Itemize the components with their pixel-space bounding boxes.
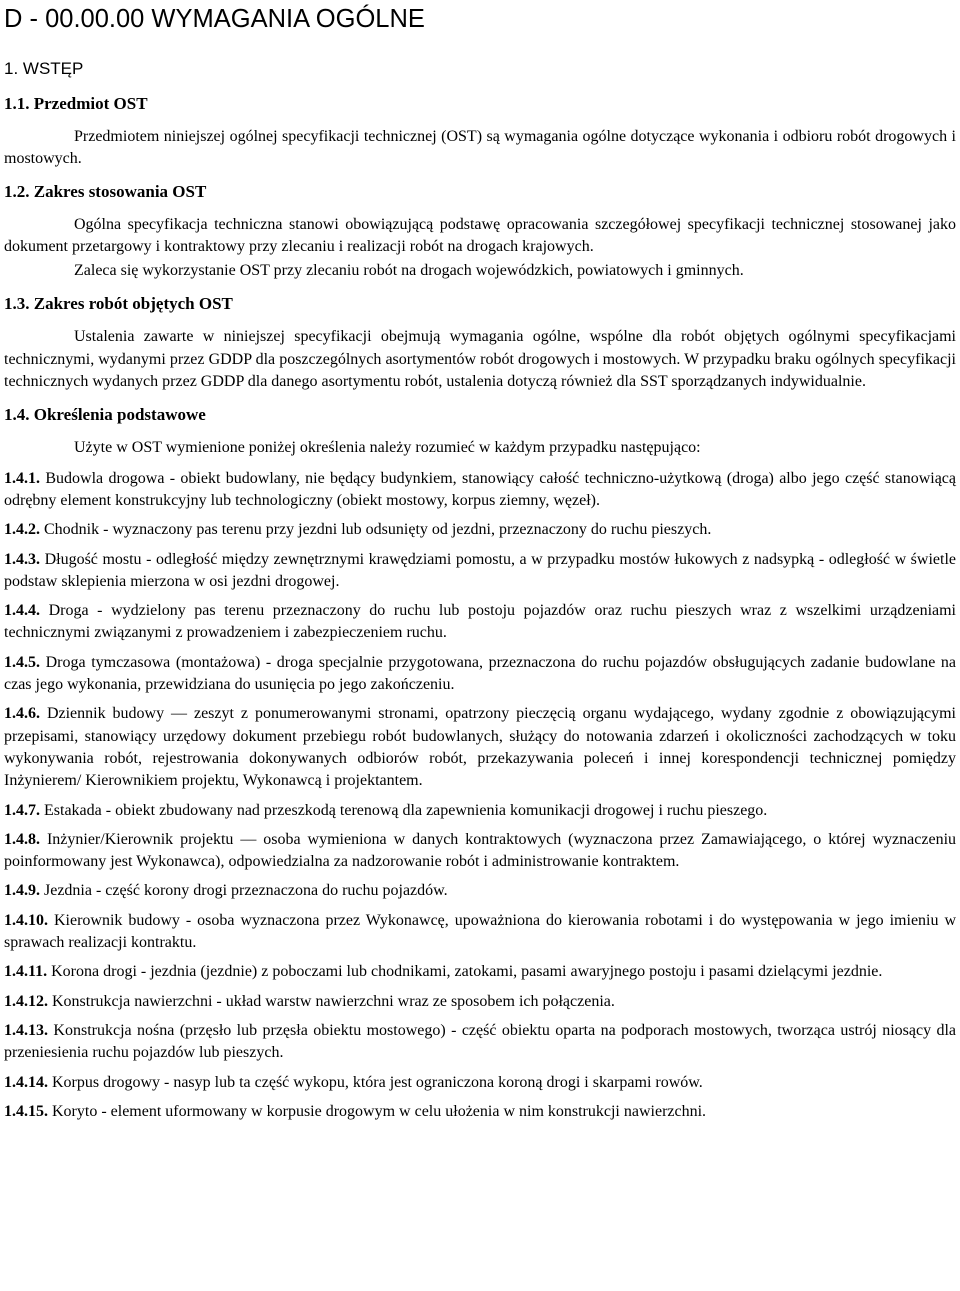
definition-number: 1.4.6. (4, 705, 40, 723)
paragraph-okreslenia-intro: Użyte w OST wymienione poniżej określenia należy rozumieć w każdym przypadku następująco: (74, 439, 701, 457)
definition-number: 1.4.15. (4, 1102, 48, 1120)
subsection-title: Określenia podstawowe (33, 405, 206, 425)
definition-number: 1.4.12. (4, 992, 48, 1010)
document-page (4, 0, 956, 1123)
definition-item (4, 880, 956, 902)
paragraph-zakres-robot: Ustalenia zawarte w niniejszej specyfikacji obejmują wymagania ogólne, wspólne dla robót objętych ogólnymi specyfikacjami technicznymi, wydanymi przez GDDP dla poszczególnych asortymentów robót drogowych i mostowych. W przypadku braku ogólnych specyfikacji technicznych wydanych przez GDDP dla danego asortymentu robót, ustalenia dotyczą również dla SST sporządzanych indywidualnie. (4, 328, 956, 391)
definition-text: Długość mostu - odległość między zewnętrznymi krawędziami pomostu, a w przypadku mostów łukowych z nadsypką - odległość w świetle podstaw sklepienia mierzona w osi jezdni drogowej. (4, 550, 957, 590)
definition-text: Korona drogi - jezdnia (jezdnie) z poboczami lub chodnikami, zatokami, pasami awaryjnego postoju i pasami dzielącymi jezdnie. (51, 963, 883, 981)
definition-number: 1.4.8. (4, 830, 40, 848)
definition-item (4, 519, 956, 541)
subsection-heading-1-1 (4, 94, 956, 114)
definition-number: 1.4.1. (4, 469, 40, 487)
definition-text: Jezdnia - część korony drogi przeznaczona do ruchu pojazdów. (44, 882, 448, 900)
definition-item (4, 468, 956, 513)
definition-text: Koryto - element uformowany w korpusie drogowym w celu ułożenia w nim konstrukcji nawierzchni. (52, 1102, 707, 1120)
definition-text: Chodnik - wyznaczony pas terenu przy jezdni lub odsunięty od jezdni, przeznaczony do ruchu pieszych. (44, 521, 712, 539)
definition-number: 1.4.5. (4, 653, 40, 671)
definition-item (4, 1072, 956, 1094)
definition-text: Konstrukcja nawierzchni - układ warstw nawierzchni wraz ze sposobem ich połączenia. (52, 992, 615, 1010)
definition-item (4, 910, 956, 955)
definition-item (4, 800, 956, 822)
section-heading-wstep: 1. WSTĘP (4, 59, 84, 78)
definition-number: 1.4.3. (4, 550, 40, 568)
definition-text: Droga - wydzielony pas terenu przeznaczony do ruchu lub postoju pojazdów oraz ruchu pieszych wraz z wszelkimi urządzeniami technicznymi związanymi z prowadzeniem i zabezpieczeniem ruchu. (4, 602, 957, 642)
definition-text: Droga tymczasowa (montażowa) - droga specjalnie przygotowana, przeznaczona do ruchu pojazdów obsługujących zadanie budowlane na czas jego wykonania, przewidziana do usunięcia po jego zakończeniu. (4, 653, 957, 694)
definition-text: Estakada - obiekt zbudowany nad przeszkodą terenową dla zapewnienia komunikacji drogowej i ruchu pieszego. (44, 801, 768, 819)
definition-text: Budowla drogowa - obiekt budowlany, nie będący budynkiem, stanowiący całość techniczno-użytkową (droga) albo jego część stanowiącą odrębny element konstrukcyjny lub technologiczny (obiekt mostowy, korpus ziemny, węzeł). (4, 469, 957, 509)
subsection-title: Przedmiot OST (33, 94, 148, 113)
definition-number: 1.4.14. (4, 1073, 48, 1091)
definition-number: 1.4.13. (4, 1021, 48, 1039)
definition-text: Konstrukcja nośna (przęsło lub przęsła obiektu mostowego) - część obiektu oparta na podporach mostowych, tworząca ustrój niosący dla przeniesienia ruchu pojazdów lub pieszych. (4, 1021, 957, 1062)
paragraph-przedmiot: Przedmiotem niniejszej ogólnej specyfikacji technicznej (OST) są wymagania ogólne dotyczące wykonania i odbioru robót drogowych i mostowych. (4, 128, 956, 168)
definition-text: Korpus drogowy - nasyp lub ta część wykopu, która jest ograniczona koroną drogi i skarpami rowów. (52, 1073, 703, 1091)
definition-item (4, 549, 956, 594)
subsection-heading-1-3 (4, 294, 956, 314)
subsection-number: 1.4. (4, 405, 30, 425)
definitions-list (4, 468, 956, 1123)
definition-text: Kierownik budowy - osoba wyznaczona przez Wykonawcę, upoważniona do kierowania robotami i do występowania w jego imieniu w sprawach realizacji kontraktu. (4, 911, 957, 952)
subsection-number: 1.3. (4, 294, 30, 314)
subsection-title: Zakres robót objętych OST (33, 294, 233, 314)
definition-item (4, 703, 956, 792)
definition-item (4, 652, 956, 697)
subsection-heading-1-2 (4, 182, 956, 202)
definition-number: 1.4.2. (4, 521, 40, 539)
definition-item (4, 1101, 956, 1123)
subsection-heading-1-4 (4, 405, 956, 425)
definition-item (4, 1020, 956, 1065)
definition-item (4, 991, 956, 1013)
paragraph-zalecenie: Zaleca się wykorzystanie OST przy zlecaniu robót na drogach wojewódzkich, powiatowych i gminnych. (74, 262, 744, 280)
definition-number: 1.4.9. (4, 882, 40, 900)
definition-number: 1.4.4. (4, 602, 40, 620)
definition-text: Inżynier/Kierownik projektu — osoba wymieniona w danych kontraktowych (wyznaczona przez Zamawiającego, o której wyznaczeniu poinformowany jest Wykonawca), odpowiedzialna za nadzorowanie robót i administrowanie kontraktem. (4, 830, 957, 871)
definition-item (4, 600, 956, 645)
definition-number: 1.4.11. (4, 963, 48, 981)
definition-text: Dziennik budowy — zeszyt z ponumerowanymi stronami, opatrzony pieczęcią organu wydającego, wydany zgodnie z obowiązującymi przepisami, stanowiący urzędowy dokument przebiegu robót budowlanych, służący do notowania zdarzeń i okoliczności zachodzących w toku wykonywania robót, rejestrowania dokonywanych odbiorów robót, przekazywania poleceń i innej korespondencji technicznej pomiędzy Inżynierem/ Kierownikiem projektu, Wykonawcą i projektantem. (4, 705, 957, 790)
subsection-number: 1.1. (4, 94, 30, 113)
subsection-title: Zakres stosowania OST (33, 181, 207, 201)
definition-number: 1.4.10. (4, 911, 48, 929)
definition-item (4, 961, 956, 983)
subsection-number: 1.2. (4, 181, 30, 201)
document-title: D - 00.00.00 WYMAGANIA OGÓLNE (4, 5, 425, 33)
definition-item (4, 829, 956, 874)
definition-number: 1.4.7. (4, 801, 40, 819)
paragraph-zakres-stosowania: Ogólna specyfikacja techniczna stanowi obowiązującą podstawę opracowania szczegółowej specyfikacji technicznej stosowanej jako dokument przetargowy i kontraktowy przy zlecaniu i realizacji robót na drogach krajowych. (4, 215, 956, 255)
